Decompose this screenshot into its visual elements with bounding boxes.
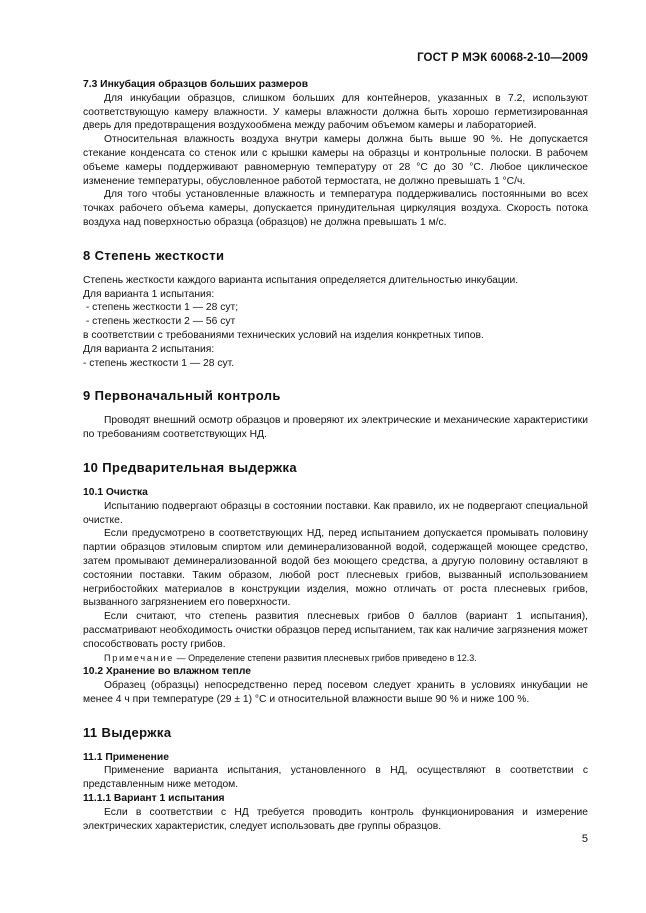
section-title-11: 11 Выдержка: [83, 724, 172, 740]
list-item: - степень жесткости 2 — 56 сут: [83, 316, 236, 328]
note-text: — Определение степени развития плесневых грибов приведено в 12.3.: [174, 652, 477, 663]
paragraph: Относительная влажность воздуха внутри камеры должна быть выше 90 %. Не допускается стекание конденсата со стенок или с крышки камеры на образцы и контрольные полоски. В рабочем объеме камеры поддерживают равномерную температуру от 28 °C до 30 °C. Любое циклическое изменение температуры, обусловленное работой термостата, не должно превышать 1 °C/ч.: [83, 134, 588, 187]
paragraph: Образец (образцы) непосредственно перед посевом следует хранить в условиях инкубации не менее 4 ч при температуре (29 ± 1) °C и относительной влажности выше 90 % и ниже 100 %.: [83, 680, 588, 705]
note-label: Примечание: [104, 652, 175, 663]
paragraph: Для инкубации образцов, слишком больших для контейнеров, указанных в 7.2, используют соответствующую камеру влажности. У камеры влажности должна быть хорошо герметизированная дверь для предотвращения воздухообмена между рабочим объемом камеры и лабораторией.: [83, 92, 588, 132]
paragraph: Степень жесткости каждого варианта испытания определяется длительностью инкубации.: [83, 274, 519, 286]
section-title-10: 10 Предварительная выдержка: [83, 459, 298, 475]
paragraph: Для того чтобы установленные влажность и температура поддерживались постоянными во всех точках рабочего объема камеры, допускается принудительная циркуляция воздуха. Скорость потока воздуха над поверхностью образца (образцов) не должна превышать 1 м/с.: [83, 189, 588, 228]
paragraph: Если предусмотрено в соответствующих НД, перед испытанием допускается промывать половину партии образцов этиловым спиртом или деминерализованной водой, содержащей моющее средство, затем промывают деминерализованной водой без моющего средства, а другую половину оставляют в состоянии поставки. Таким образом, любой рост плесневых грибов, вызванный использованием негрибостойких материалов в конструкции изделия, можно отличать от роста плесневых грибов, вызванного загрязнением его поверхности.: [83, 528, 588, 609]
paragraph: Применение варианта испытания, установленного в НД, осуществляют в соответствии с представленным ниже методом.: [83, 765, 588, 791]
paragraph: Если в соответствии с НД требуется проводить контроль функционирования и измерение электрических характеристик, следует использовать две группы образцов.: [83, 806, 588, 832]
list-item: Для варианта 1 испытания:: [83, 288, 215, 300]
paragraph: Проводят внешний осмотр образцов и проверяют их электрические и механические характеристики по требованиям соответствующих НД.: [83, 415, 588, 441]
subsection-title-11-1: 11.1 Применение: [83, 751, 169, 763]
note: [83, 652, 588, 666]
paragraph: Испытанию подвергают образцы в состоянии поставки. Как правило, их не подвергают специальной очистке.: [83, 500, 588, 526]
standard-designation: ГОСТ Р МЭК 60068-2-10—2009: [417, 52, 588, 64]
section-title-8: 8 Степень жесткости: [83, 247, 225, 263]
page-number: 5: [581, 833, 588, 845]
subsection-title-10-1: 10.1 Очистка: [83, 486, 148, 498]
section-title-9: 9 Первоначальный контроль: [83, 388, 281, 404]
list-item: Для варианта 2 испытания:: [83, 343, 215, 355]
list-item: в соответствии с требованиями технических условий на изделия конкретных типов.: [83, 329, 484, 341]
page-content: [83, 78, 588, 833]
list-item: - степень жесткости 1 — 28 сут.: [83, 357, 235, 369]
subsection-title-10-2: 10.2 Хранение во влажном тепле: [83, 666, 251, 678]
subsection-title-7-3: 7.3 Инкубация образцов больших размеров: [83, 79, 309, 90]
subsection-title-11-1-1: 11.1.1 Вариант 1 испытания: [83, 793, 225, 805]
paragraph: Если считают, что степень развития плесневых грибов 0 баллов (вариант 1 испытания), рассматривают необходимость очистки образцов перед испытанием, так как наличие загрязнения может способствовать росту грибов.: [83, 611, 588, 650]
list-item: - степень жесткости 1 — 28 сут;: [83, 302, 239, 314]
